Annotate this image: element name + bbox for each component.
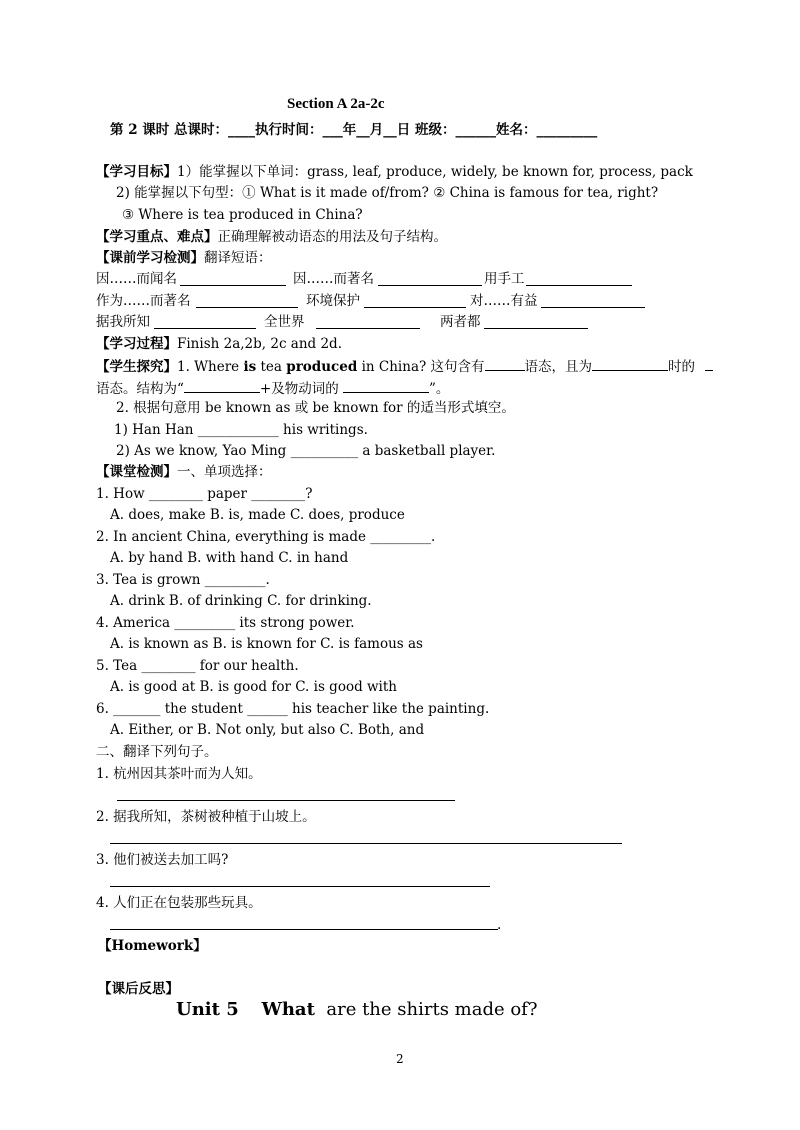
key-points-text: 正确理解被动语态的用法及句子结构。 xyxy=(217,229,447,245)
class-check-text: 一、单项选择： xyxy=(177,464,272,480)
blank-line xyxy=(316,328,420,329)
explore-q2-1: 1) Han Han ____________ his writings. xyxy=(114,422,368,438)
objectives-line-3: ③ Where is tea produced in China? xyxy=(122,207,363,223)
key-points-line xyxy=(96,228,447,246)
objectives-line-1 xyxy=(96,163,693,181)
answer-line xyxy=(110,929,498,930)
blank-line xyxy=(154,328,256,329)
pre-check-label: 【课前学习检测】 xyxy=(96,250,204,266)
blank-line xyxy=(184,378,260,393)
phrase-8: 全世界 xyxy=(264,314,305,330)
objectives-label: 【学习目标】 xyxy=(96,164,177,180)
explore-line2-text-a: 语态。结构为“ xyxy=(96,381,184,397)
translate-item-1: 1. 杭州因其茶叶而为人知。 xyxy=(96,766,262,782)
blank-line xyxy=(364,307,466,308)
question-3: 3. Tea is grown _________. xyxy=(96,572,270,588)
phrase-9: 两者都 xyxy=(440,314,481,330)
explore-q1-produced: produced xyxy=(286,359,358,375)
objectives-line-2: 2) 能掌握以下句型：① What is it made of/from? ② China is famous for tea, right? xyxy=(116,185,659,201)
unit-title-what: What xyxy=(261,999,315,1020)
question-1-options: A. does, make B. is, made C. does, produce xyxy=(110,507,405,523)
answer-line xyxy=(110,886,490,887)
answer-line xyxy=(110,843,622,844)
explore-q1-text-e: 时的 xyxy=(668,359,696,375)
explore-line-1 xyxy=(96,356,713,376)
unit-number: Unit 5 xyxy=(176,999,239,1020)
pre-check-line xyxy=(96,249,272,267)
blank-line xyxy=(705,356,713,371)
class-check-label: 【课堂检测】 xyxy=(96,464,177,480)
unit-title xyxy=(176,999,538,1021)
explore-q2: 2. 根据句意用 be known as 或 be known for 的适当形式填空。 xyxy=(116,400,515,416)
blank-line xyxy=(196,307,298,308)
question-6: 6. _______ the student ______ his teacher like the painting. xyxy=(96,701,490,717)
section-title: Section A 2a-2c xyxy=(287,96,385,112)
blank-line xyxy=(378,285,482,286)
homework-label: 【Homework】 xyxy=(98,938,207,954)
phrase-2: 因……而著名 xyxy=(293,271,374,287)
blank-line xyxy=(526,285,632,286)
phrase-7: 据我所知 xyxy=(96,314,150,330)
question-6-options: A. Either, or B. Not only, but also C. Both, and xyxy=(110,722,425,738)
phrase-6: 对……有益 xyxy=(470,293,538,309)
blank-line xyxy=(541,307,645,308)
phrase-4: 作为……而著名 xyxy=(96,293,191,309)
question-5-options: A. is good at B. is good for C. is good with xyxy=(110,679,397,695)
question-4: 4. America _________ its strong power. xyxy=(96,615,355,631)
question-1: 1. How ________ paper ________? xyxy=(96,486,313,502)
explore-q1-text-d: 语态，且为 xyxy=(524,359,593,375)
process-label: 【学习过程】 xyxy=(96,336,177,352)
question-3-options: A. drink B. of drinking C. for drinking. xyxy=(110,593,372,609)
phrase-1: 因……而闻名 xyxy=(96,271,177,287)
process-text: Finish 2a,2b, 2c and 2d. xyxy=(177,336,342,352)
unit-title-rest: are the shirts made of? xyxy=(326,999,538,1020)
explore-q1-text-c: in China? 这句含有 xyxy=(357,359,485,375)
phrase-3: 用手工 xyxy=(484,271,525,287)
explore-q1-text-b: tea xyxy=(256,359,287,375)
explore-line-2 xyxy=(96,378,449,398)
pre-check-text: 翻译短语： xyxy=(204,250,272,266)
explore-line2-text-c: ”。 xyxy=(429,381,450,397)
explore-label: 【学生探究】 xyxy=(96,359,177,375)
phrase-5: 环境保护 xyxy=(306,293,360,309)
question-2: 2. In ancient China, everything is made _________. xyxy=(96,529,436,545)
translate-item-2: 2. 据我所知，茶树被种植于山坡上。 xyxy=(96,809,316,825)
blank-line xyxy=(180,285,286,286)
question-2-options: A. by hand B. with hand C. in hand xyxy=(110,550,349,566)
answer-line xyxy=(117,800,455,801)
process-line xyxy=(96,335,342,353)
question-4-options: A. is known as B. is known for C. is famous as xyxy=(110,636,423,652)
blank-line xyxy=(592,356,668,371)
explore-q2-2: 2) As we know, Yao Ming __________ a basketball player. xyxy=(116,443,496,459)
reflection-label: 【课后反思】 xyxy=(98,981,179,997)
page-number: 2 xyxy=(396,1052,404,1066)
blank-line xyxy=(343,378,429,393)
class-check-line xyxy=(96,463,272,481)
lesson-info-line: 第 2 课时 总课时：____执行时间：___年__月__日 班级：______姓名：_________ xyxy=(110,122,598,138)
explore-q1-is: is xyxy=(243,359,257,375)
translate-item-3: 3. 他们被送去加工吗? xyxy=(96,852,229,868)
end-period: . xyxy=(497,917,502,933)
translate-heading: 二、翻译下列句子。 xyxy=(96,744,218,760)
blank-line xyxy=(484,328,588,329)
explore-q1-text-a: 1. Where xyxy=(177,359,244,375)
blank-line xyxy=(485,356,525,371)
translate-item-4: 4. 人们正在包装那些玩具。 xyxy=(96,895,262,911)
explore-line2-text-b: +及物动词的 xyxy=(259,381,344,397)
objectives-text-1: 1）能掌握以下单词：grass, leaf, produce, widely, be known for, process, pack xyxy=(177,164,693,180)
question-5: 5. Tea ________ for our health. xyxy=(96,658,299,674)
key-points-label: 【学习重点、难点】 xyxy=(96,229,218,245)
